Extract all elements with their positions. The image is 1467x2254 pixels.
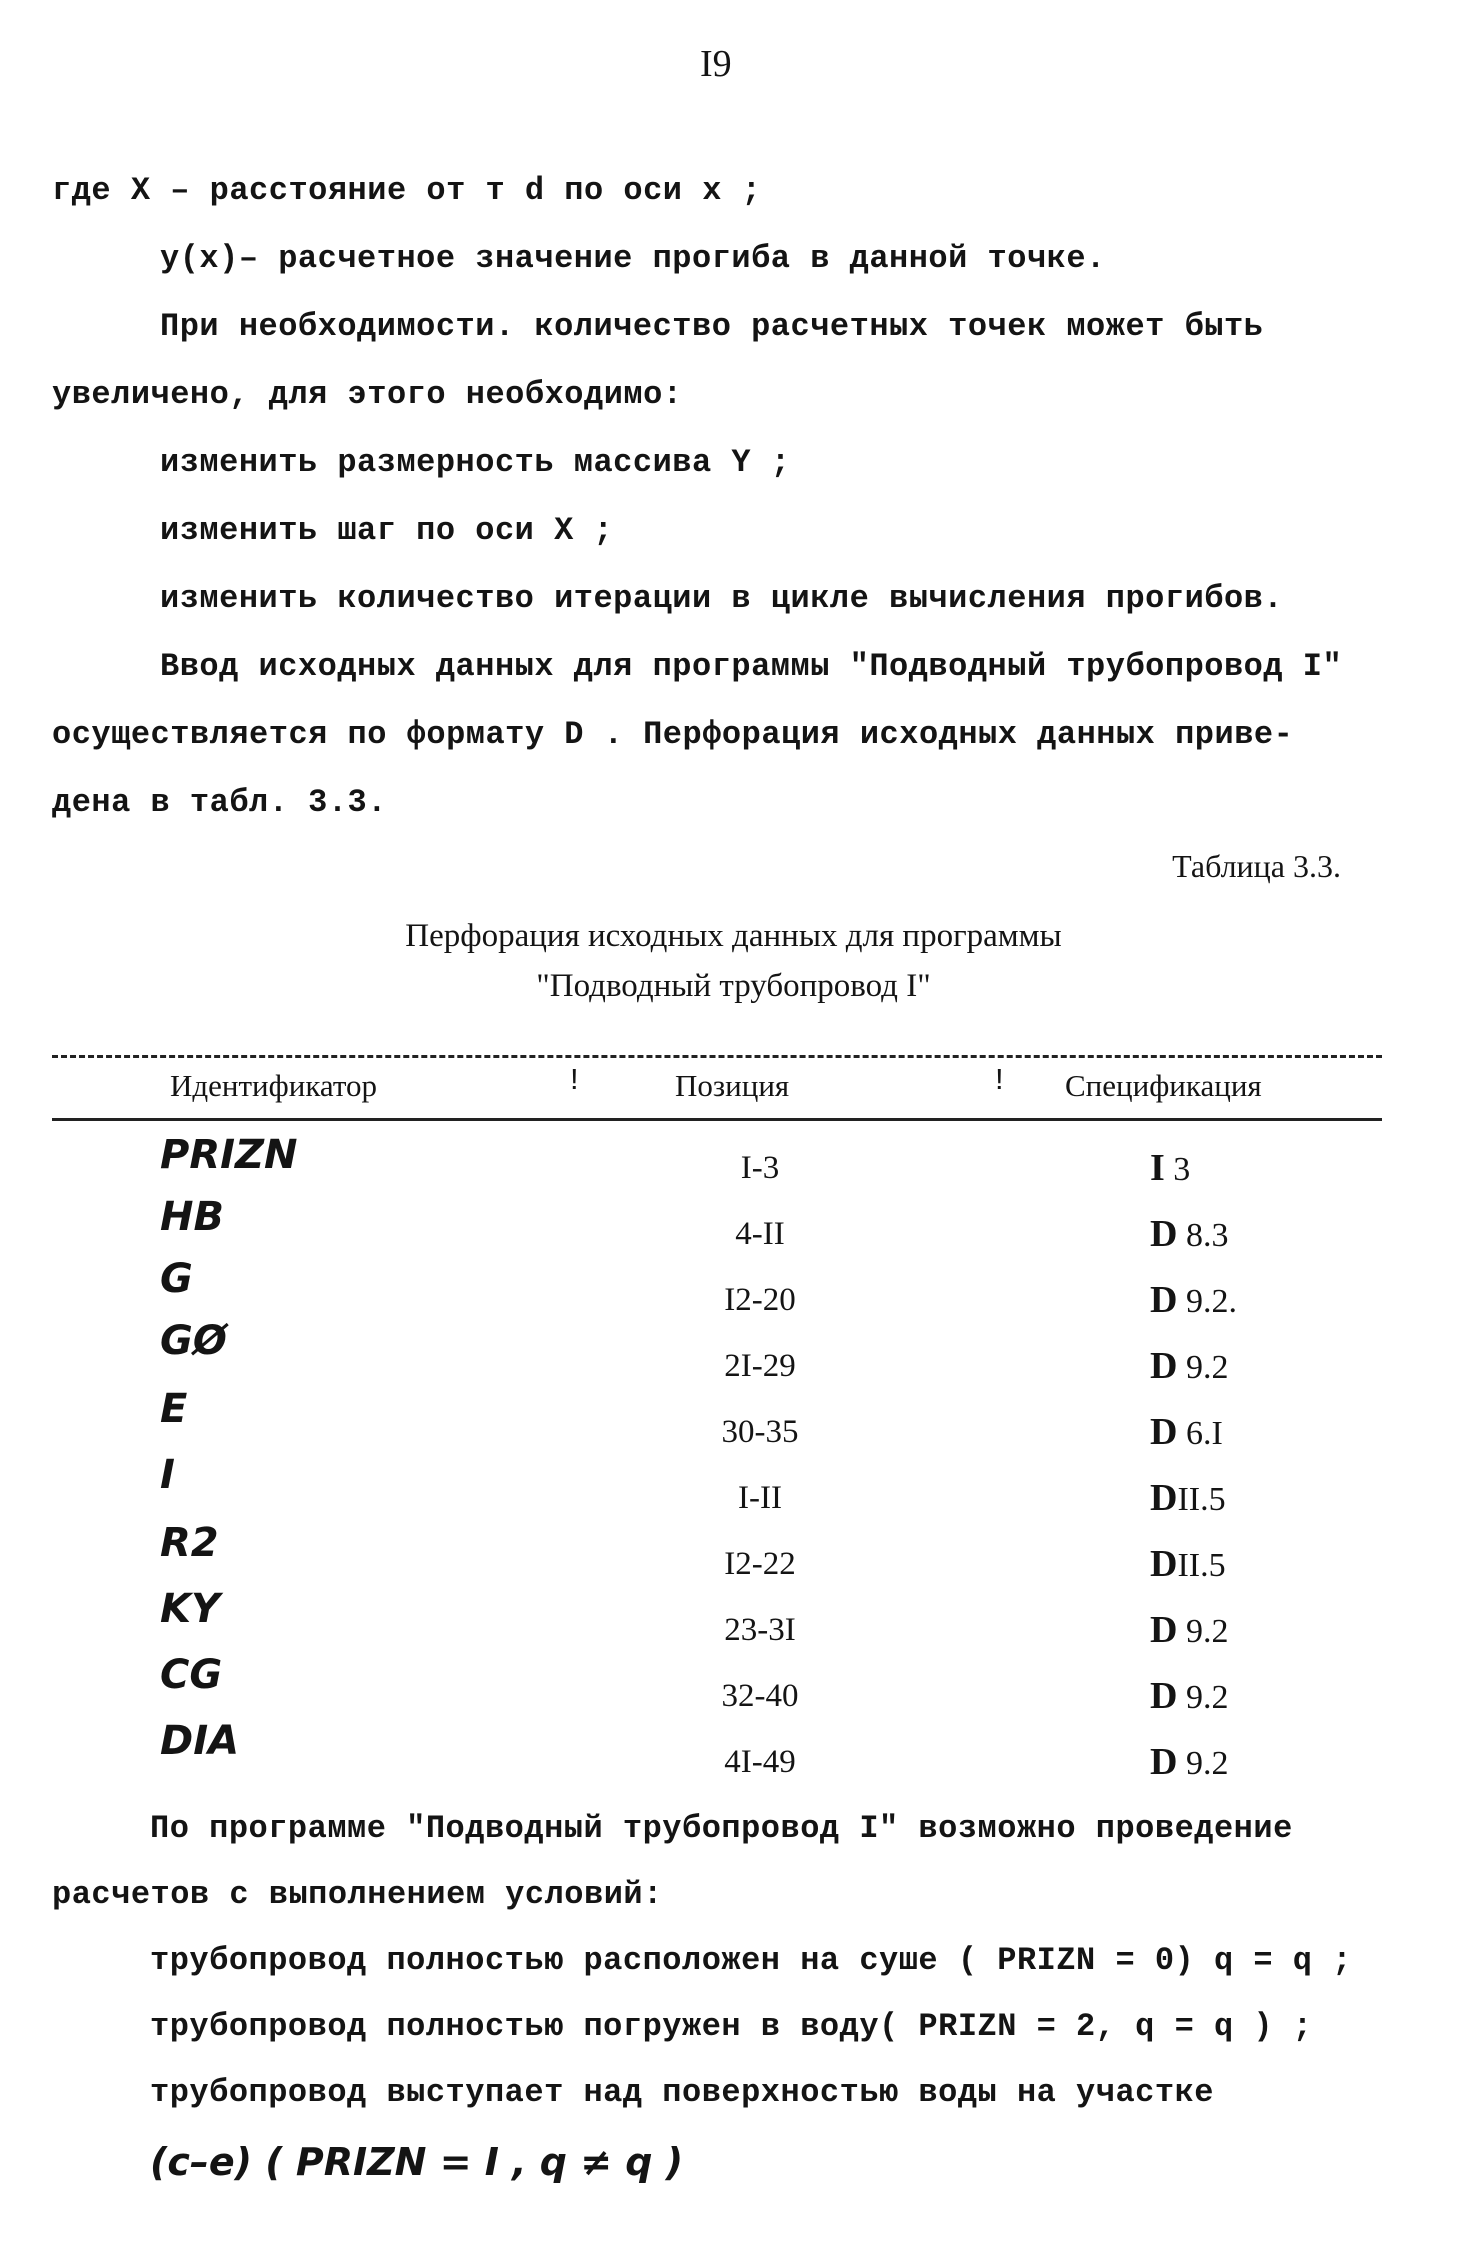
table-row-4-identifier: GØ bbox=[160, 1318, 227, 1364]
spec-value: 8.3 bbox=[1185, 1217, 1229, 1254]
intro-line-4: увеличено, для этого необходимо: bbox=[52, 376, 683, 413]
outro-line-3: трубопровод полностью расположен на суше ( PRIZN = 0) q = q ; bbox=[150, 1942, 1352, 1979]
spec-value: II.5 bbox=[1177, 1481, 1226, 1518]
table-row-9-identifier: CG bbox=[160, 1652, 223, 1698]
header-identifier: Идентификатор bbox=[170, 1068, 378, 1103]
spec-value: 9.2 bbox=[1185, 1679, 1229, 1716]
table-row-5-position: 30-35 bbox=[721, 1414, 799, 1450]
table-row-3-identifier: G bbox=[160, 1256, 193, 1302]
spec-symbol: D bbox=[1150, 1741, 1178, 1783]
table-top-rule bbox=[52, 1055, 1382, 1058]
header-specification: Спецификация bbox=[1065, 1068, 1262, 1103]
intro-line-5: изменить размерность массива Y ; bbox=[160, 444, 791, 481]
spec-symbol: D bbox=[1150, 1543, 1178, 1585]
spec-symbol: D bbox=[1150, 1213, 1178, 1255]
spec-symbol: D bbox=[1150, 1477, 1178, 1519]
intro-line-6: изменить шаг по оси X ; bbox=[160, 512, 614, 549]
table-row-8-identifier: KY bbox=[160, 1586, 220, 1632]
table-row-2-position: 4-II bbox=[735, 1216, 785, 1252]
outro-line-1: По программе "Подводный трубопровод I" возможно проведение bbox=[150, 1810, 1293, 1847]
table-row-10-position: 4I-49 bbox=[724, 1744, 796, 1780]
table-row-1-identifier: PRIZN bbox=[160, 1132, 298, 1178]
intro-line-3: При необходимости. количество расчетных точек может быть bbox=[160, 308, 1264, 345]
table-row-7-position: I2-22 bbox=[724, 1546, 796, 1582]
intro-line-10: дена в табл. 3.3. bbox=[52, 784, 387, 821]
table-header-rule bbox=[52, 1118, 1382, 1121]
table-row-9-spec bbox=[1150, 1674, 1228, 1718]
table-row-4-spec bbox=[1150, 1344, 1228, 1388]
spec-symbol: D bbox=[1150, 1411, 1178, 1453]
table-row-9-position: 32-40 bbox=[721, 1678, 799, 1714]
spec-symbol: D bbox=[1150, 1675, 1178, 1717]
spec-value: 3 bbox=[1173, 1151, 1191, 1188]
header-position: Позиция bbox=[675, 1068, 790, 1103]
outro-line-4: трубопровод полностью погружен в воду( PRIZN = 2, q = q ) ; bbox=[150, 2008, 1313, 2045]
table-row-1-spec bbox=[1150, 1146, 1190, 1190]
spec-value: 9.2 bbox=[1185, 1349, 1229, 1386]
intro-line-9: осуществляется по формату D . Перфорация исходных данных приве- bbox=[52, 716, 1294, 753]
table-row-7-identifier: R2 bbox=[160, 1520, 219, 1566]
table-row-3-spec bbox=[1150, 1278, 1237, 1322]
table-row-10-spec bbox=[1150, 1740, 1228, 1784]
spec-value: 6.I bbox=[1185, 1415, 1223, 1452]
spec-symbol: D bbox=[1150, 1609, 1178, 1651]
spec-value: 9.2 bbox=[1185, 1745, 1229, 1782]
table-row-5-spec bbox=[1150, 1410, 1223, 1454]
intro-line-8: Ввод исходных данных для программы "Подводный трубопровод I" bbox=[160, 648, 1343, 685]
header-separator-2: ! bbox=[990, 1064, 1009, 1099]
intro-line-1: где X – расстояние от т d по оси x ; bbox=[52, 172, 762, 209]
table-row-6-spec bbox=[1150, 1476, 1226, 1520]
outro-line-5: трубопровод выступает над поверхностью воды на участке bbox=[150, 2074, 1214, 2111]
table-row-8-position: 23-3I bbox=[724, 1612, 796, 1648]
table-title-line-2: "Подводный трубопровод I" bbox=[536, 968, 931, 1004]
spec-value: 9.2. bbox=[1185, 1283, 1237, 1320]
spec-symbol: I bbox=[1150, 1147, 1165, 1189]
page-number: I9 bbox=[700, 43, 732, 85]
table-row-7-spec bbox=[1150, 1542, 1226, 1586]
table-caption: Таблица 3.3. bbox=[1172, 848, 1341, 884]
outro-line-6: (c–e) ( PRIZN = I , q ≠ q ) bbox=[150, 2140, 684, 2184]
table-row-8-spec bbox=[1150, 1608, 1228, 1652]
table-row-5-identifier: E bbox=[160, 1386, 188, 1432]
table-row-2-identifier: HB bbox=[160, 1194, 224, 1240]
table-row-1-position: I-3 bbox=[740, 1150, 780, 1186]
spec-symbol: D bbox=[1150, 1345, 1178, 1387]
table-title-line-1: Перфорация исходных данных для программы bbox=[405, 918, 1062, 954]
table-row-6-position: I-II bbox=[738, 1480, 782, 1516]
table-row-10-identifier: DIA bbox=[160, 1718, 240, 1764]
table-row-3-position: I2-20 bbox=[724, 1282, 796, 1318]
header-separator-1: ! bbox=[565, 1064, 584, 1099]
spec-value: 9.2 bbox=[1185, 1613, 1229, 1650]
outro-line-2: расчетов с выполнением условий: bbox=[52, 1876, 663, 1913]
table-row-2-spec bbox=[1150, 1212, 1228, 1256]
spec-value: II.5 bbox=[1177, 1547, 1226, 1584]
intro-line-2: y(x)– расчетное значение прогиба в данной точке. bbox=[160, 240, 1106, 277]
spec-symbol: D bbox=[1150, 1279, 1178, 1321]
intro-line-7: изменить количество итерации в цикле вычисления прогибов. bbox=[160, 580, 1284, 617]
table-row-4-position: 2I-29 bbox=[724, 1348, 796, 1384]
table-row-6-identifier: I bbox=[160, 1452, 175, 1498]
